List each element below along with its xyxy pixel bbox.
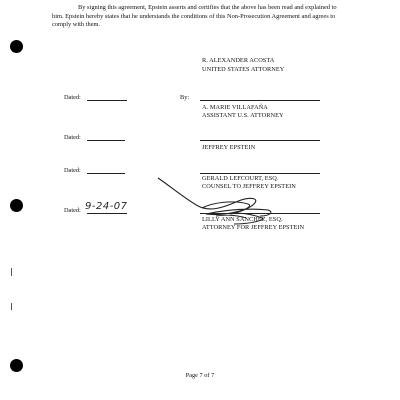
handwritten-date: 9-24-07 — [85, 201, 128, 212]
punch-hole-top — [10, 40, 23, 53]
signatory-name: A. MARIE VILLAFAÑA — [202, 104, 268, 111]
signature-line — [200, 100, 320, 101]
agreement-paragraph: By signing this agreement, Epstein asserts and certifies that the above has been read and explained to him. Epstein hereby states that he understands the conditions of this Non-Prosecution Agreement and agrees to comply with them. — [52, 4, 337, 29]
scan-mark — [11, 303, 12, 310]
page-number: Page 7 of 7 — [185, 372, 215, 379]
dated-line — [87, 100, 127, 101]
dated-line — [87, 213, 127, 214]
punch-hole-bottom — [10, 359, 23, 372]
handwritten-signature — [150, 172, 290, 232]
by-label: By: — [180, 94, 190, 101]
scan-mark — [11, 268, 12, 276]
dated-label: Dated: — [64, 94, 81, 101]
dated-label: Dated: — [64, 134, 81, 141]
signatory-name: LILLY ANN SANCHEZ, ESQ. — [202, 216, 283, 223]
dated-line — [87, 140, 125, 141]
punch-hole-middle — [10, 199, 23, 212]
dated-label: Dated: — [64, 207, 81, 214]
signature-line — [200, 140, 320, 141]
signatory-name: R. ALEXANDER ACOSTA — [202, 57, 275, 64]
dated-label: Dated: — [64, 167, 81, 174]
signatory-name: GERALD LEFCOURT, ESQ. — [202, 175, 279, 182]
signatory-title: ATTORNEY FOR JEFFREY EPSTEIN — [202, 224, 305, 231]
signatory-title: COUNSEL TO JEFFREY EPSTEIN — [202, 183, 296, 190]
signatory-title: ASSISTANT U.S. ATTORNEY — [202, 112, 284, 119]
signatory-name: JEFFREY EPSTEIN — [202, 144, 256, 151]
signatory-title: UNITED STATES ATTORNEY — [202, 66, 285, 73]
dated-line — [87, 173, 125, 174]
